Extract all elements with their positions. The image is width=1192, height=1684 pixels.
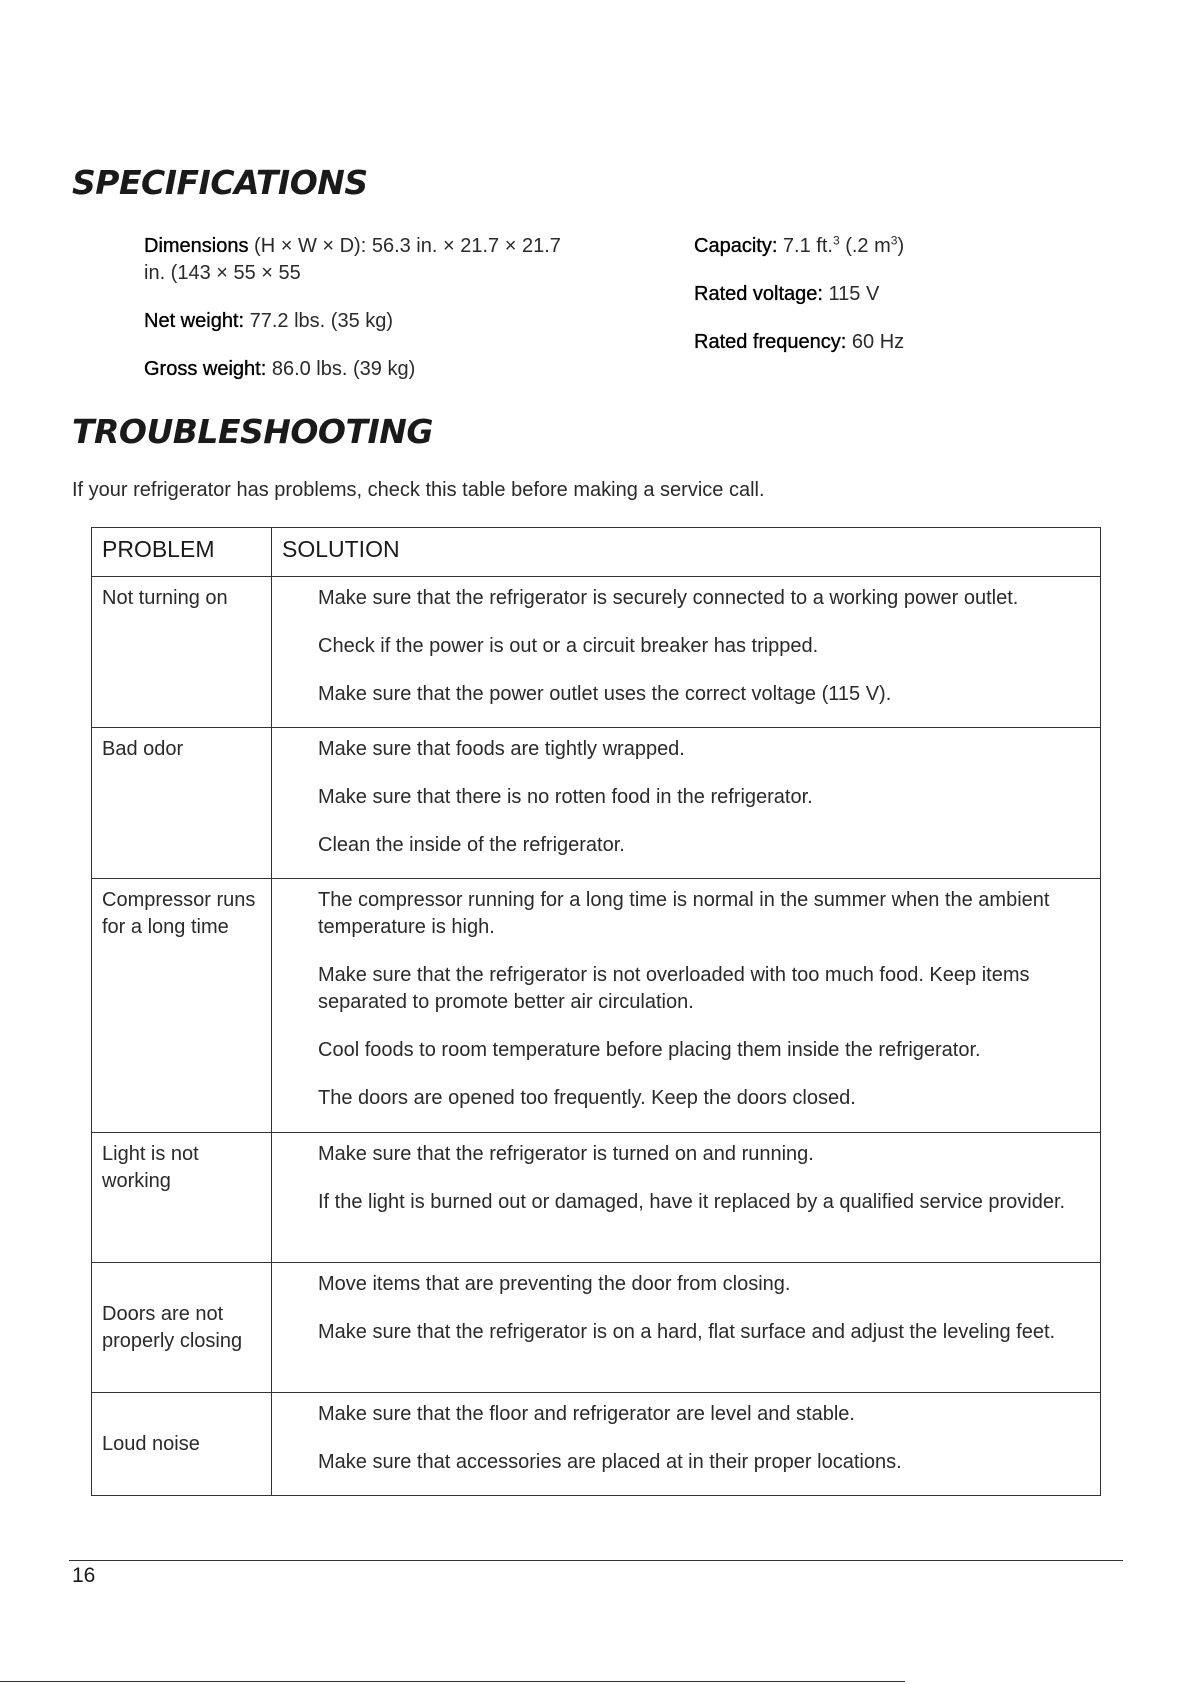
spec-label: Gross weight:	[144, 358, 267, 380]
table-row	[92, 1263, 1101, 1393]
solution-item: Make sure that foods are tightly wrapped.	[318, 738, 685, 760]
problem-cell: Bad odor	[92, 728, 272, 879]
spec-rated-frequency	[694, 329, 1114, 356]
solution-column-header: SOLUTION	[272, 528, 1101, 577]
spec-value: 115 V	[822, 283, 880, 305]
solution-cell	[272, 1133, 1101, 1263]
table-row	[92, 577, 1101, 728]
table-row	[92, 1133, 1101, 1263]
superscript: 3	[890, 233, 898, 248]
troubleshooting-heading: TROUBLESHOOTING	[72, 412, 433, 451]
solution-item: Make sure that the refrigerator is turned on and running.	[318, 1143, 814, 1165]
superscript: 3	[832, 233, 840, 248]
spec-capacity	[694, 233, 1114, 260]
solution-item: Make sure that the power outlet uses the correct voltage (115 V).	[318, 683, 892, 705]
table-header-row	[92, 528, 1101, 577]
spec-value: 7.1 ft.	[777, 235, 833, 257]
solution-item: Make sure that the refrigerator is not overloaded with too much food. Keep items separated to promote better air circulation.	[318, 964, 1030, 1013]
spec-gross-weight	[144, 356, 564, 383]
solution-item: Cool foods to room temperature before placing them inside the refrigerator.	[318, 1039, 981, 1061]
spec-rated-voltage	[694, 281, 1114, 308]
solution-cell	[272, 1393, 1101, 1496]
spec-label: Rated frequency:	[694, 331, 847, 353]
solution-item: Make sure that the floor and refrigerator are level and stable.	[318, 1403, 855, 1425]
footer-divider	[69, 1560, 1123, 1561]
troubleshooting-intro: If your refrigerator has problems, check this table before making a service call.	[72, 479, 765, 501]
bottom-divider	[0, 1681, 905, 1682]
table-row	[92, 1393, 1101, 1496]
problem-cell: Compressor runs for a long time	[92, 879, 272, 1133]
problem-cell: Not turning on	[92, 577, 272, 728]
spec-dimensions	[144, 233, 564, 287]
spec-value: 60 Hz	[846, 331, 905, 353]
spec-net-weight	[144, 308, 564, 335]
specifications-left-column	[144, 233, 564, 404]
problem-cell: Light is not working	[92, 1133, 272, 1263]
solution-item: Make sure that the refrigerator is on a hard, flat surface and adjust the leveling feet.	[318, 1321, 1056, 1343]
problem-cell: Loud noise	[92, 1393, 272, 1496]
spec-value: )	[897, 235, 905, 257]
solution-cell	[272, 728, 1101, 879]
solution-item: Make sure that accessories are placed at in their proper locations.	[318, 1451, 902, 1473]
solution-item: Check if the power is out or a circuit breaker has tripped.	[318, 635, 819, 657]
solution-item: The doors are opened too frequently. Keep the doors closed.	[318, 1087, 856, 1109]
spec-label: Rated voltage:	[694, 283, 823, 305]
solution-cell	[272, 577, 1101, 728]
troubleshooting-table	[91, 527, 1101, 1496]
spec-label: Net weight:	[144, 310, 245, 332]
solution-item: Make sure that the refrigerator is securely connected to a working power outlet.	[318, 587, 1019, 609]
solution-item: Move items that are preventing the door from closing.	[318, 1273, 791, 1295]
spec-value: 77.2 lbs. (35 kg)	[244, 310, 394, 332]
solution-cell	[272, 1263, 1101, 1393]
solution-item: If the light is burned out or damaged, have it replaced by a qualified service provider.	[318, 1191, 1066, 1213]
specifications-right-column	[694, 233, 1114, 377]
page-number: 16	[72, 1564, 96, 1587]
specifications-heading: SPECIFICATIONS	[72, 163, 368, 202]
spec-label: Dimensions	[144, 235, 249, 257]
solution-cell	[272, 879, 1101, 1133]
table-row	[92, 728, 1101, 879]
spec-value: (.2 m	[839, 235, 891, 257]
problem-column-header: PROBLEM	[92, 528, 272, 577]
solution-item: Clean the inside of the refrigerator.	[318, 834, 625, 856]
solution-item: The compressor running for a long time is normal in the summer when the ambient temperature is high.	[318, 889, 1050, 938]
spec-value: 86.0 lbs. (39 kg)	[266, 358, 416, 380]
problem-cell: Doors are not properly closing	[92, 1263, 272, 1393]
solution-item: Make sure that there is no rotten food in the refrigerator.	[318, 786, 813, 808]
table-row	[92, 879, 1101, 1133]
spec-value: (H × W × D): 56.3 in. × 21.7 × 21.7 in. (143 × 55 × 55	[144, 235, 561, 284]
spec-label: Capacity:	[694, 235, 778, 257]
